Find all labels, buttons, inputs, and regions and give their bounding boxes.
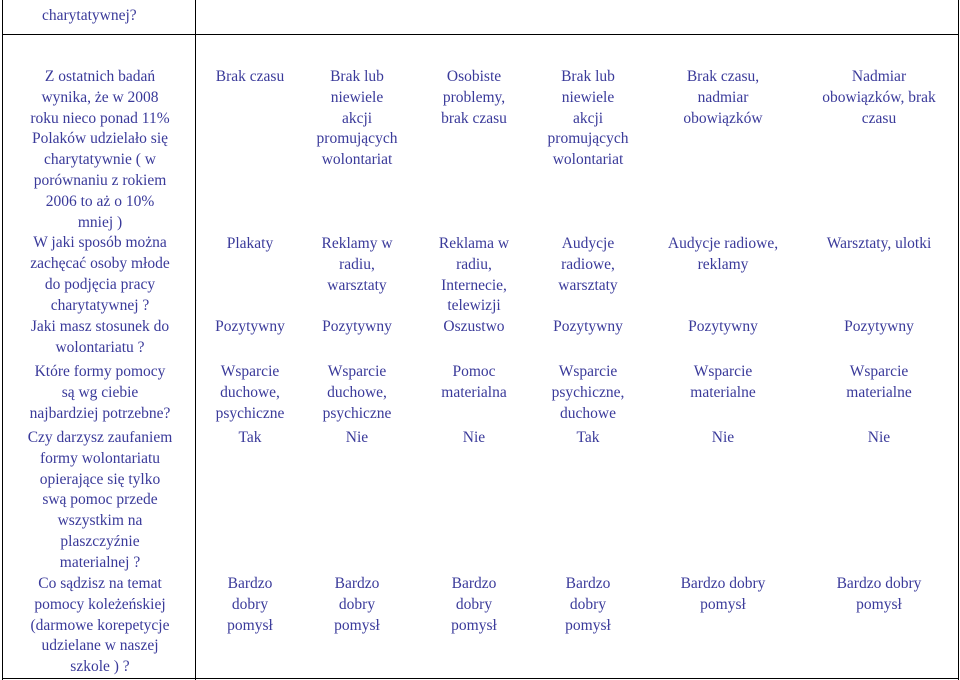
question-2: Jaki masz stosunek do wolontariatu ?	[30, 318, 170, 356]
answer-cell: Bardzo dobry pomysł	[836, 575, 922, 613]
question-1: Z ostatnich badań wynika, że w 2008 roku nieco ponad 11% Polaków udzielało się charytatywnie ( w porównaniu z rokiem 2006 to aż o 10% mniej ) W jaki sposób można zachęcać osoby młode do podjęcia pracy charytatywnej ?	[30, 68, 170, 314]
answer-cell: Oszustwo	[443, 318, 505, 335]
answer-cell: Plakaty	[226, 235, 274, 252]
answer-cell: Brak czasu	[215, 68, 285, 85]
answer-cell: Pozytywny	[844, 318, 914, 335]
answer-cell: Tak	[576, 429, 600, 446]
answer-cell: Nie	[462, 429, 486, 446]
answer-cell: Pozytywny	[553, 318, 623, 335]
question-5: Co sądzisz na temat pomocy koleżeńskiej (darmowe korepetycje udzielane w naszej szkole ) ?	[30, 575, 170, 676]
answer-cell: Audycje radiowe, warsztaty	[558, 235, 618, 294]
answer-cell: Wsparcie psychiczne, duchowe	[551, 363, 625, 422]
answer-cell: Reklama w radiu, Internecie, telewizji	[438, 235, 510, 315]
answer-cell: Pozytywny	[322, 318, 392, 335]
answer-cell: Bardzo dobry pomysł	[451, 575, 497, 634]
question-4: Czy darzysz zaufaniem formy wolontariatu opierające się tylko swą pomoc przede wszystkim na plaszczyźnie materialnej ?	[27, 429, 173, 571]
table-border-bottom	[2, 678, 959, 679]
answer-cell: Wsparcie materialne	[690, 363, 756, 401]
answer-cell: Nie	[867, 429, 891, 446]
answer-cell: Warsztaty, ulotki	[826, 235, 932, 252]
question-3: Które formy pomocy są wg ciebie najbardziej potrzebne?	[29, 363, 171, 422]
answer-cell: Reklamy w radiu, warsztaty	[321, 235, 393, 294]
row-divider	[2, 34, 959, 35]
answer-cell: Wsparcie materialne	[846, 363, 912, 401]
answer-cell: Nie	[711, 429, 735, 446]
answer-cell: Nie	[345, 429, 369, 446]
answer-cell: Bardzo dobry pomysł	[227, 575, 273, 634]
answer-cell: Brak czasu, nadmiar obowiązków	[683, 68, 763, 127]
question-fragment: charytatywnej?	[42, 7, 137, 24]
answer-cell: Bardzo dobry pomysł	[565, 575, 611, 634]
answer-cell: Brak lub niewiele akcji promujących wolontariat	[316, 68, 398, 169]
answer-cell: Audycje radiowe, reklamy	[667, 235, 779, 273]
answer-cell: Tak	[238, 429, 262, 446]
answer-cell: Nadmiar obowiązków, brak czasu	[822, 68, 936, 127]
table-border-right	[958, 0, 959, 680]
answer-cell: Osobiste problemy, brak czasu	[441, 68, 507, 127]
answer-cell: Pozytywny	[688, 318, 758, 335]
answer-cell: Wsparcie duchowe, psychiczne	[322, 363, 392, 422]
answer-cell: Pomoc materialna	[441, 363, 507, 401]
answer-cell: Wsparcie duchowe, psychiczne	[215, 363, 285, 422]
answer-cell: Bardzo dobry pomysł	[334, 575, 380, 634]
answer-cell: Pozytywny	[215, 318, 285, 335]
answer-cell: Bardzo dobry pomysł	[680, 575, 766, 613]
answer-cell: Brak lub niewiele akcji promujących wolontariat	[547, 68, 629, 169]
table-border-left	[2, 0, 3, 680]
column-divider	[195, 0, 196, 680]
